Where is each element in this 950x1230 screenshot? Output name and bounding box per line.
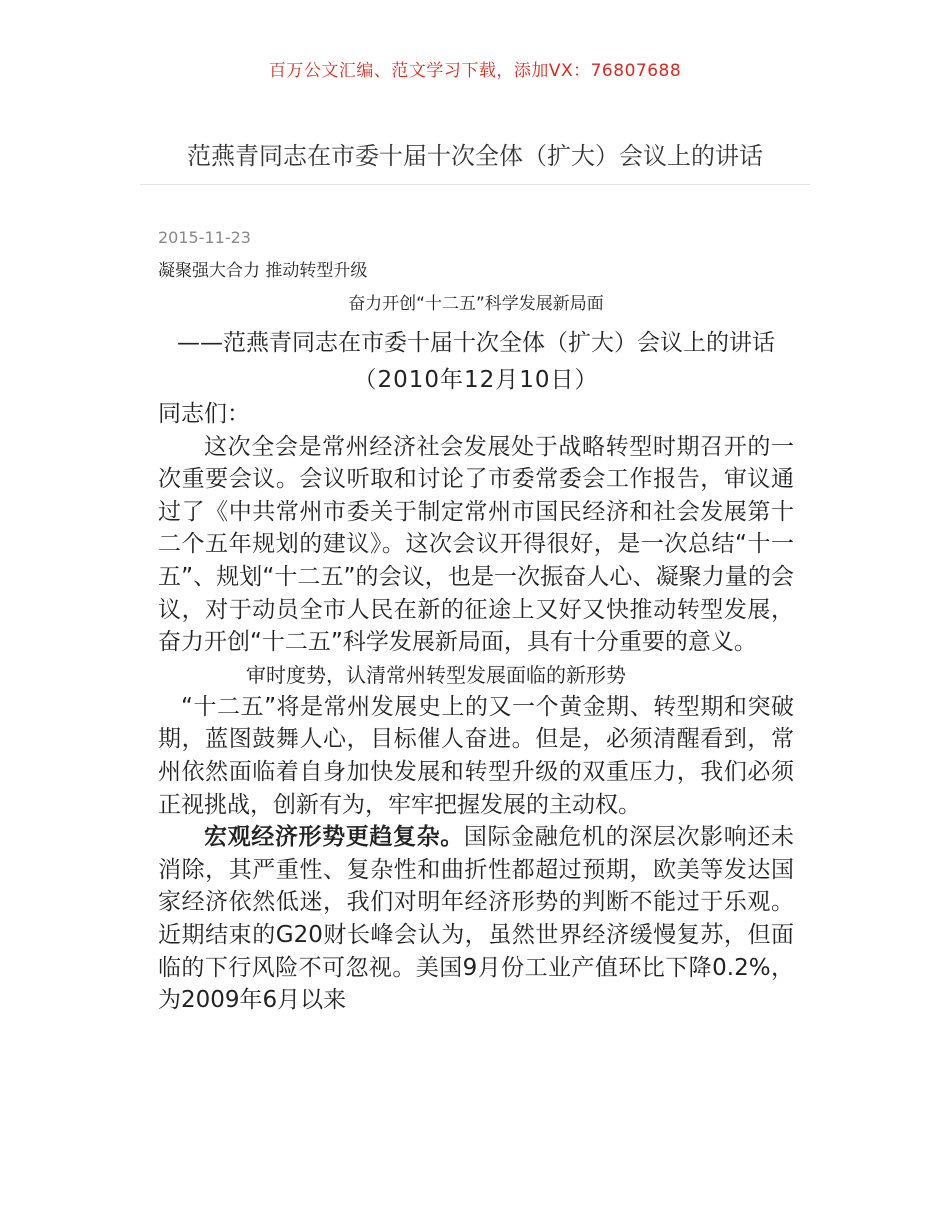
salutation: 同志们： — [158, 401, 250, 427]
paragraph-lead-bold: 宏观经济形势更趋复杂。 — [204, 824, 464, 851]
download-banner: 百万公文汇编、范文学习下载，添加VX：76807688 — [268, 61, 682, 81]
paragraph-outlook: “十二五”将是常州发展史上的又一个黄金期、转型期和突破期，蓝图鼓舞人心，目标催人奋进。但是，必须清醒看到，常州依然面临着自身加快发展和转型升级的双重压力，我们必须正视挑战，创新有为，牢牢把握发展的主动权。 — [158, 693, 794, 818]
publish-date: 2015-11-23 — [158, 228, 251, 247]
paragraph-intro: 这次全会是常州经济社会发展处于战略转型时期召开的一次重要会议。会议听取和讨论了市委常委会工作报告，审议通过了《中共常州市委关于制定常州市国民经济和社会发展第十二个五年规划的建议》。这次会议开得很好，是一次总结“十一五”、规划“十二五”的会议，也是一次振奋人心、凝聚力量的会议，对于动员全市人民在新的征途上又好又快推动转型发展，奋力开创“十二五”科学发展新局面，具有十分重要的意义。 — [158, 433, 794, 656]
article-headline: 凝聚强大合力 推动转型升级 — [158, 261, 368, 281]
speech-subtitle: 奋力开创“十二五”科学发展新局面 — [348, 294, 604, 314]
article-body — [158, 290, 794, 1017]
section-heading: 审时度势，认清常州转型发展面临的新形势 — [246, 662, 626, 687]
page-title: 范燕青同志在市委十届十次全体（扩大）会议上的讲话 — [187, 142, 763, 170]
title-divider — [140, 184, 810, 185]
paragraph-text: 国际金融危机的深层次影响还未消除，其严重性、复杂性和曲折性都超过预期，欧美等发达国家经济依然低迷，我们对明年经济形势的判断不能过于乐观。近期结束的G20财长峰会认为，虽然世界经济缓慢复苏，但面临的下行风险不可忽视。美国9月份工业产值环比下降0.2%，为2009年6月以来 — [158, 824, 794, 1014]
speech-date: （2010年12月10日） — [353, 367, 599, 393]
speech-byline: ——范燕青同志在市委十届十次全体（扩大）会议上的讲话 — [177, 330, 775, 356]
paragraph-macro-economy — [158, 821, 794, 1017]
